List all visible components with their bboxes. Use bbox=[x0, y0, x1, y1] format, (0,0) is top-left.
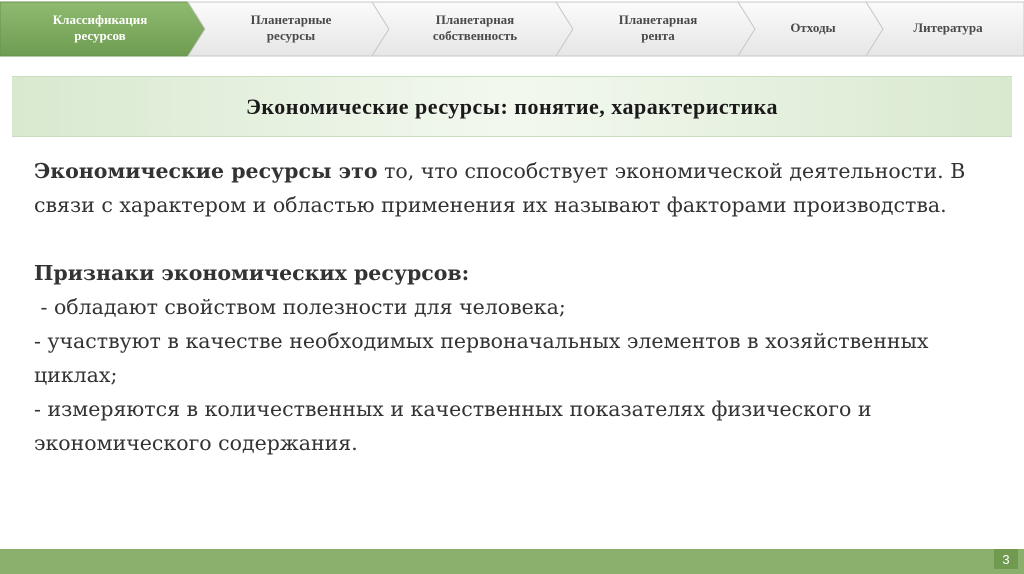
definition-text: то, что способствует экономической деятельности. В связи с характером и областью применения их называют факторами производства. bbox=[34, 159, 966, 217]
paragraph-spacer bbox=[34, 222, 974, 256]
tab-waste[interactable]: Отходы bbox=[790, 20, 836, 35]
feature-item: - обладают свойством полезности для человека; bbox=[34, 295, 566, 319]
tab-planetary-rent[interactable]: Планетарная рента bbox=[618, 12, 698, 43]
definition-paragraph bbox=[34, 154, 974, 222]
feature-item: - измеряются в количественных и качественных показателях физического и экономического содержания. bbox=[34, 397, 872, 455]
tab-planetary-resources[interactable]: Планетарные ресурсы bbox=[250, 12, 332, 43]
tab-planetary-property[interactable]: Планетарная собственность bbox=[432, 12, 518, 43]
tab-literature[interactable]: Литература bbox=[913, 20, 983, 35]
page-number: 3 bbox=[994, 549, 1018, 569]
definition-term: Экономические ресурсы это bbox=[34, 159, 378, 183]
feature-item: - участвуют в качестве необходимых первоначальных элементов в хозяйственных циклах; bbox=[34, 329, 929, 387]
footer-bar bbox=[0, 549, 1024, 574]
tab-resource-classification[interactable]: Классификация ресурсов bbox=[52, 12, 148, 43]
content-body bbox=[34, 154, 974, 460]
title-band bbox=[12, 76, 1012, 137]
features-heading: Признаки экономических ресурсов: bbox=[34, 261, 470, 285]
page-title: Экономические ресурсы: понятие, характеристика bbox=[246, 93, 778, 119]
chevron-navigation bbox=[0, 0, 1024, 60]
